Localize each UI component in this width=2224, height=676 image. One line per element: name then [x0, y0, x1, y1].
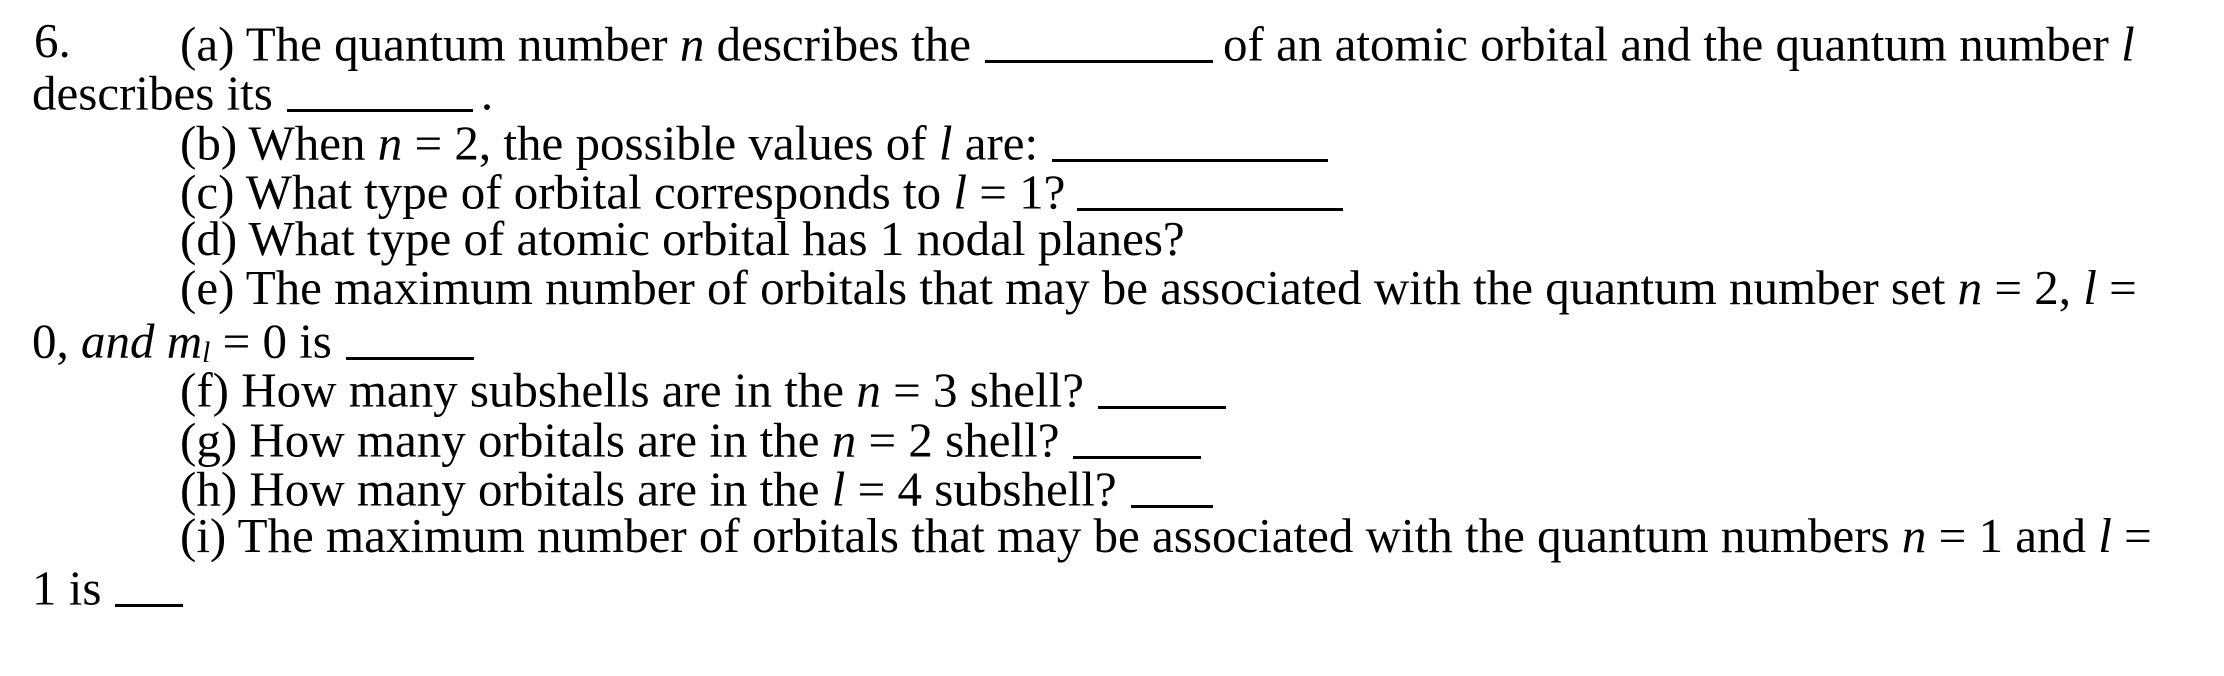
part-f-end: = 3 shell?: [893, 362, 1084, 418]
answer-blank-e[interactable]: [346, 315, 474, 360]
var-n: n: [1901, 508, 1927, 563]
part-a-label: (a) The quantum number: [180, 16, 668, 72]
answer-blank-b[interactable]: [1052, 117, 1328, 162]
part-a-text-mid: describes the: [716, 16, 972, 72]
var-n: n: [856, 362, 881, 418]
answer-blank-a2[interactable]: [287, 67, 473, 112]
answer-blank-g[interactable]: [1073, 414, 1201, 459]
part-i-line2: 1 is: [32, 560, 102, 616]
part-a-period: .: [480, 65, 494, 121]
part-e-eq: =: [2109, 260, 2137, 315]
part-h-label: (h) How many orbitals are in the: [180, 461, 820, 517]
var-m: m: [166, 313, 203, 369]
var-l: l: [2083, 260, 2097, 315]
part-g: [180, 412, 1201, 468]
part-g-end: = 2 shell?: [868, 412, 1060, 468]
part-c-label: (c) What type of orbital corresponds to: [180, 164, 942, 220]
part-i-eq: =: [2124, 508, 2152, 563]
var-m-subscript: l: [202, 337, 211, 370]
part-c: [180, 164, 1343, 220]
part-h-end: = 4 subshell?: [857, 461, 1117, 517]
part-e-mid: = 2,: [1994, 260, 2072, 315]
part-b-end: are:: [964, 115, 1039, 171]
var-l: l: [831, 461, 846, 517]
answer-blank-h[interactable]: [1131, 463, 1213, 508]
part-e-line-1: [180, 260, 2137, 315]
part-h: [180, 461, 1213, 517]
answer-blank-a1[interactable]: [985, 18, 1213, 63]
part-d-label: (d) What type of atomic orbital has 1 nodal planes?: [180, 211, 1185, 266]
part-i-line-2: [32, 560, 183, 616]
part-b-equals: = 2, the possible values of: [414, 115, 927, 171]
part-f: [180, 362, 1226, 418]
part-e-label: (e) The maximum number of orbitals that may be associated with the quantum number set: [180, 260, 1946, 315]
part-i-mid: = 1 and: [1938, 508, 2087, 563]
part-a-line-2: [32, 65, 494, 121]
part-e-line-2: [32, 313, 474, 368]
question-number: 6.: [34, 13, 71, 68]
part-a-text-after: of an atomic orbital and the quantum number: [1223, 16, 2109, 72]
part-d: [180, 211, 1185, 266]
answer-blank-f[interactable]: [1098, 364, 1226, 409]
part-a-line2-text: describes its: [32, 65, 273, 121]
var-l: l: [2098, 508, 2112, 563]
part-e-line2-end: = 0 is: [222, 313, 332, 369]
var-n: n: [1957, 260, 1983, 315]
answer-blank-c[interactable]: [1077, 166, 1343, 211]
var-l: l: [2121, 16, 2135, 72]
part-i-label: (i) The maximum number of orbitals that may be associated with the quantum numbers: [180, 508, 1890, 563]
part-e-and: and: [81, 313, 155, 369]
part-a-line-1: [180, 16, 2135, 72]
var-n: n: [377, 115, 403, 171]
answer-blank-i[interactable]: [115, 562, 183, 607]
part-e-zero: 0,: [32, 313, 69, 369]
part-i-line-1: [180, 508, 2152, 563]
var-n: n: [679, 16, 705, 72]
part-b: [180, 115, 1328, 171]
var-l: l: [953, 164, 967, 220]
part-g-label: (g) How many orbitals are in the: [180, 412, 820, 468]
var-l: l: [938, 115, 953, 171]
part-c-end: = 1?: [979, 164, 1066, 220]
var-n: n: [831, 412, 857, 468]
part-b-label: (b) When: [180, 115, 366, 171]
part-f-label: (f) How many subshells are in the: [180, 362, 845, 418]
